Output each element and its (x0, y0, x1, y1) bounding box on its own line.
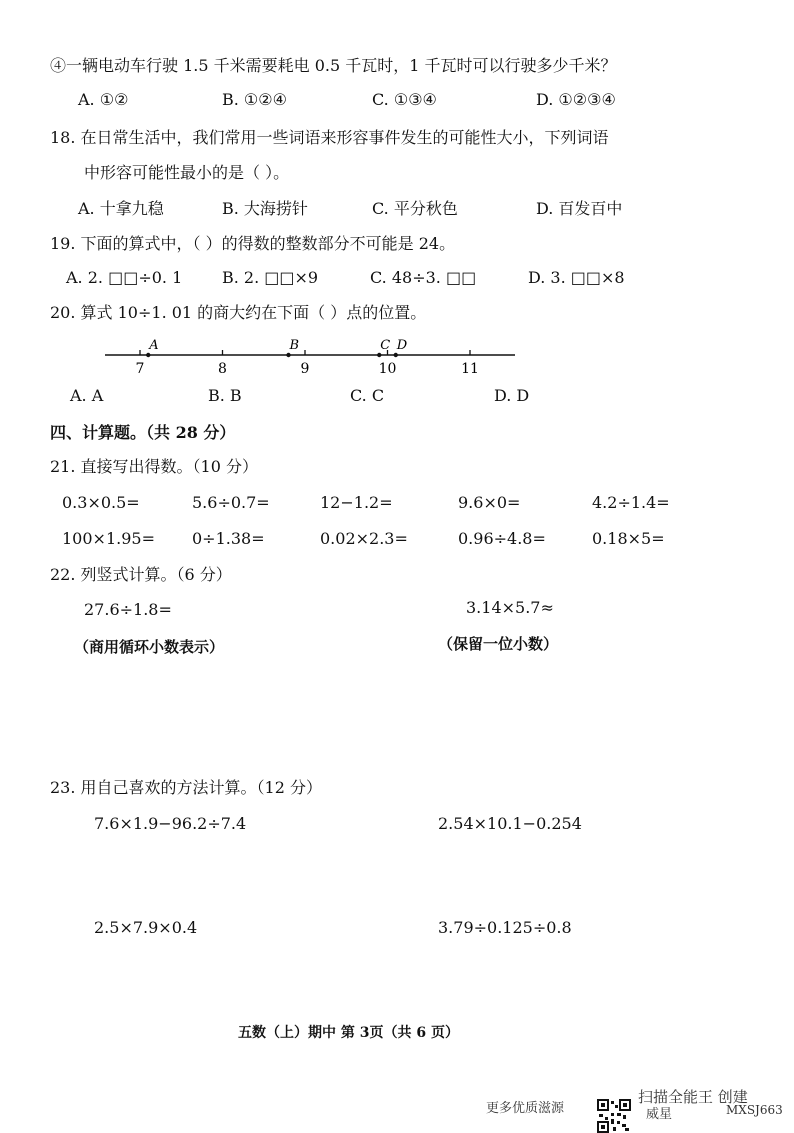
number-line-point (286, 353, 290, 357)
q18-question-line2: 中形容可能性最小的是（ ）。 (84, 163, 290, 182)
q18-option-d: D. 百发百中 (536, 199, 623, 218)
q18-option-a: A. 十拿九稳 (78, 199, 164, 218)
watermark-left: 更多优质滋源 (486, 1101, 565, 1116)
q21-r1-c1: 0.3×0.5= (62, 493, 140, 512)
q20-option-b: B. B (208, 386, 242, 405)
q21-title: 21. 直接写出得数。（10 分） (50, 457, 258, 476)
qr-code-icon (597, 1099, 631, 1133)
q18-question-line1: 18. 在日常生活中，我们常用一些词语来形容事件发生的可能性大小，下列词语 (50, 128, 609, 147)
q21-r1-c4: 9.6×0= (458, 493, 521, 512)
q21-r2-c5: 0.18×5= (592, 529, 665, 548)
q21-r1-c5: 4.2÷1.4= (592, 493, 670, 512)
q22-note-2: （保留一位小数） (438, 635, 559, 653)
q17-item-4: ④一辆电动车行驶 1.5 千米需要耗电 0.5 千瓦时，1 千瓦时可以行驶多少千米？ (50, 56, 617, 75)
q18-option-b: B. 大海捞针 (222, 199, 308, 218)
q22-expr-2: 3.14×5.7≈ (466, 598, 554, 617)
q19-option-b: B. 2. □□×9 (222, 268, 319, 287)
q19-option-c: C. 48÷3. □□ (370, 268, 477, 287)
number-line-point (394, 353, 398, 357)
q21-r2-c1: 100×1.95= (62, 529, 155, 548)
number-line-ticks (136, 350, 479, 377)
q22-expr-1: 27.6÷1.8= (84, 600, 172, 619)
number-line-tick-label: 9 (300, 361, 310, 377)
number-line-tick-label: 7 (135, 361, 145, 377)
q22-note-1: （商用循环小数表示） (74, 638, 225, 656)
number-line-point-label: A (149, 338, 159, 353)
q21-r1-c2: 5.6÷0.7= (192, 493, 270, 512)
section-4-title: 四、计算题。（共 28 分） (50, 423, 236, 442)
number-line (95, 330, 525, 378)
q20-option-d: D. D (494, 386, 530, 405)
number-line-point (146, 353, 150, 357)
q21-r2-c4: 0.96÷4.8= (458, 529, 546, 548)
number-line-tick-label: 11 (461, 361, 479, 377)
q23-expr-3: 2.5×7.9×0.4 (94, 918, 198, 937)
q23-title: 23. 用自己喜欢的方法计算。（12 分） (50, 778, 322, 797)
watermark-scanner: 扫描全能王 创建 (638, 1088, 748, 1106)
number-line-point-label: D (396, 338, 408, 353)
number-line-point-label: B (289, 338, 300, 353)
q20-option-c: C. C (350, 386, 385, 405)
q22-title: 22. 列竖式计算。（6 分） (50, 565, 232, 584)
q17-option-b: B. ①②④ (222, 90, 287, 109)
q19-option-d: D. 3. □□×8 (528, 268, 625, 287)
q19-question: 19. 下面的算式中，（ ）的得数的整数部分不可能是 24。 (50, 234, 456, 253)
number-line-point (377, 353, 381, 357)
q17-option-c: C. ①③④ (372, 90, 437, 109)
q21-r2-c2: 0÷1.38= (192, 529, 265, 548)
page-footer: 五数（上）期中 第 3页（共 6 页） (238, 1025, 459, 1041)
q23-expr-4: 3.79÷0.125÷0.8 (438, 918, 572, 937)
q20-option-a: A. A (70, 386, 104, 405)
q21-r2-c3: 0.02×2.3= (320, 529, 408, 548)
watermark-brand: 威星 (646, 1107, 673, 1122)
q19-option-a: A. 2. □□÷0. 1 (66, 268, 183, 287)
q18-option-c: C. 平分秋色 (372, 199, 458, 218)
q23-expr-2: 2.54×10.1−0.254 (438, 814, 582, 833)
number-line-point-label: C (380, 338, 391, 353)
q17-option-a: A. ①② (78, 90, 129, 109)
number-line-tick-label: 10 (378, 361, 397, 377)
q23-expr-1: 7.6×1.9−96.2÷7.4 (94, 814, 247, 833)
number-line-tick-label: 8 (218, 361, 227, 377)
q17-option-d: D. ①②③④ (536, 90, 616, 109)
q21-r1-c3: 12−1.2= (320, 493, 393, 512)
watermark-code: MXSJ663 (726, 1103, 783, 1117)
q20-question: 20. 算式 10÷1. 01 的商大约在下面（ ）点的位置。 (50, 303, 427, 322)
